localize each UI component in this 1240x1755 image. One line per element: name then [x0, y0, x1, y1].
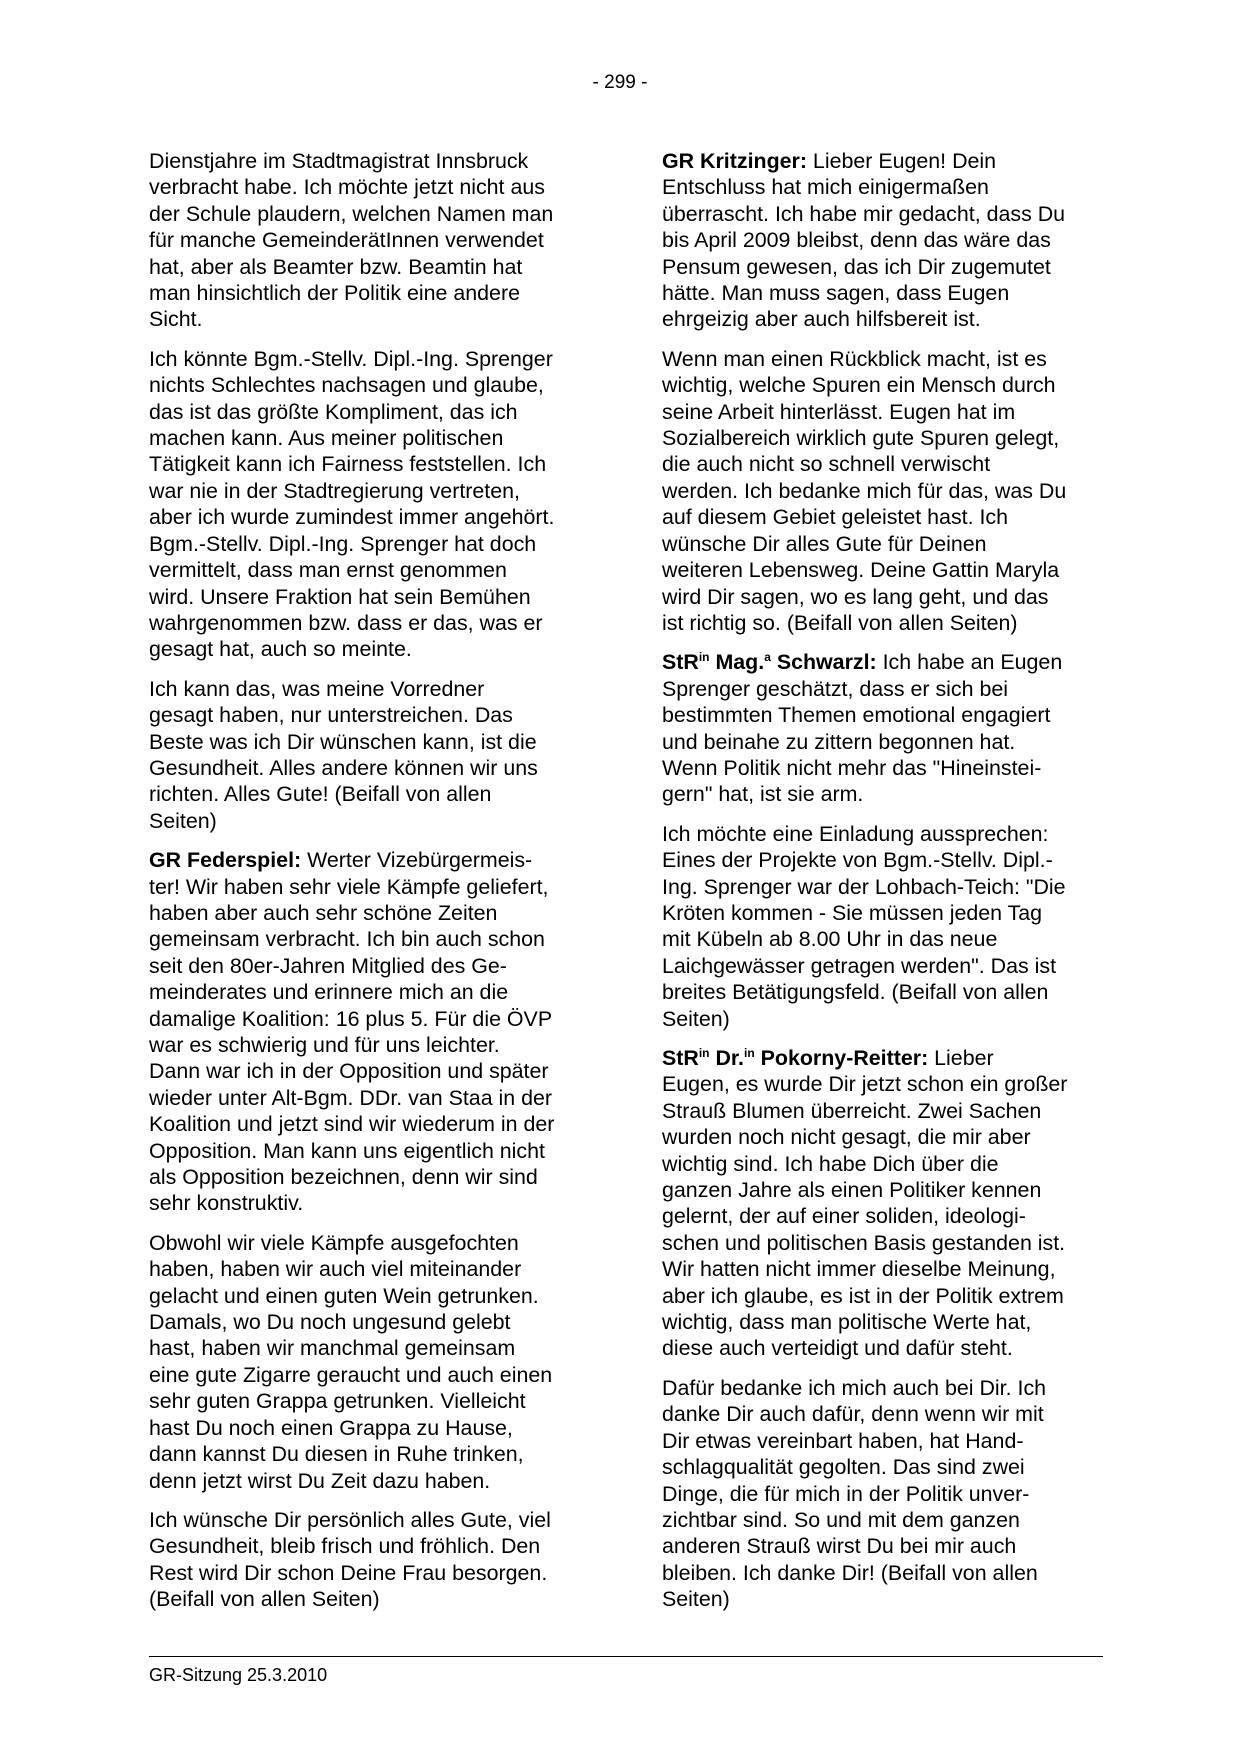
speaker-title: StR	[662, 1046, 699, 1070]
speaker-surname: Schwarzl:	[770, 650, 877, 675]
speaker-name: GR Kritzinger:	[662, 149, 807, 173]
speech-kritzinger	[662, 148, 1102, 333]
speaker-name	[662, 650, 877, 674]
right-column	[662, 148, 1102, 1626]
speech-federspiel	[149, 847, 589, 1217]
superscript: in	[698, 1045, 710, 1060]
speech-text: Lieber Eugen, es wurde Dir jetzt schon ein großer Strauß Blumen überreicht. Zwei Sachen wurden noch nicht gesagt, die mir aber wichtig sind. Ich habe Dich über die ganzen Jahre als einen Politiker kennen gelernt, der auf einer soliden, ideologi- schen und politischen Basis gestanden ist. Wir hatten nicht immer dieselbe Meinung, aber ich glaube, es ist in der Politik extrem wichtig, dass man politische Werte hat, diese auch verteidigt und dafür steht.	[662, 1046, 1068, 1361]
speaker-title: Dr.	[709, 1046, 744, 1070]
paragraph: Wenn man einen Rückblick macht, ist es wichtig, welche Spuren ein Mensch durch seine Arbeit hinterlässt. Eugen hat im Sozialbereich wirklich gute Spuren gelegt, die auch nicht so schnell verwischt werden. Ich bedanke mich für das, was Du auf diesem Gebiet geleistet hast. Ich wünsche Dir alles Gute für Deinen weiteren Lebensweg. Deine Gattin Maryla wird Dir sagen, wo es lang geht, und das ist richtig so. (Beifall von allen Seiten)	[662, 346, 1067, 635]
speech-schwarzl	[662, 649, 1102, 807]
speaker-name: GR Federspiel:	[149, 848, 302, 873]
speech-text: Lieber Eugen! Dein Entschluss hat mich einigermaßen überrascht. Ich habe mir gedacht, dass Du bis April 2009 bleibst, denn das wäre das Pensum gewesen, das ich Dir zugemutet hätte. Man muss sagen, dass Eugen ehrgeizig aber auch hilfsbereit ist.	[662, 149, 1066, 332]
paragraph: Obwohl wir viele Kämpfe ausgefochten haben, haben wir auch viel miteinander gelacht und einen guten Wein getrunken. Damals, wo Du noch ungesund gelebt hast, haben wir manchmal gemeinsam eine gute Zigarre geraucht und auch einen sehr guten Grappa getrunken. Vielleicht hast Du noch einen Grappa zu Hause, dann kannst Du diesen in Ruhe trinken, denn jetzt wirst Du Zeit dazu haben.	[149, 1230, 553, 1493]
speaker-name	[662, 1046, 928, 1070]
superscript: in	[698, 650, 710, 665]
footer-text: GR-Sitzung 25.3.2010	[149, 1665, 328, 1685]
superscript: a	[764, 650, 771, 665]
footer-divider	[149, 1656, 1103, 1657]
speaker-title: StR	[662, 650, 699, 675]
paragraph: Ich wünsche Dir persönlich alles Gute, viel Gesundheit, bleib frisch und fröhlich. Den Rest wird Dir schon Deine Frau besorgen. (Beifall von allen Seiten)	[149, 1507, 551, 1612]
page-number: - 299 -	[592, 72, 648, 93]
speaker-title: Mag.	[709, 650, 765, 675]
paragraph: Dafür bedanke ich mich auch bei Dir. Ich danke Dir auch dafür, denn wenn wir mit Dir etwas vereinbart haben, hat Hand- schlagqualität gegolten. Das sind zwei Dinge, die für mich in der Politik unver- zichtbar sind. So und mit dem ganzen anderen Strauß wirst Du bei mir auch bleiben. Ich danke Dir! (Beifall von allen Seiten)	[662, 1375, 1047, 1612]
paragraph: Dienstjahre im Stadtmagistrat Innsbruck verbracht habe. Ich möchte jetzt nicht aus der Schule plaudern, welchen Namen man für manche GemeinderätInnen verwendet hat, aber als Beamter bzw. Beamtin hat man hinsichtlich der Politik eine andere Sicht.	[149, 149, 554, 332]
speech-pokorny-reitter	[662, 1045, 1102, 1362]
left-column	[149, 148, 589, 1626]
superscript: in	[744, 1045, 755, 1060]
speech-text: Werter Vizebürgermeis- ter! Wir haben sehr viele Kämpfe geliefert, haben aber auch sehr schöne Zeiten gemeinsam verbracht. Ich bin auch schon seit den 80er-Jahren Mitglied des Ge- meinderates und erinnere mich an die damalige Koalition: 16 plus 5. Für die ÖVP war es schwierig und für uns leichter. Dann war ich in der Opposition und später wieder unter Alt-Bgm. DDr. van Staa in der Koalition und jetzt sind wir wiederum in der Opposition. Man kann uns eigentlich nicht als Opposition bezeichnen, denn wir sind sehr konstruktiv.	[149, 848, 555, 1216]
paragraph: Ich könnte Bgm.-Stellv. Dipl.-Ing. Sprenger nichts Schlechtes nachsagen und glaube, das ist das größte Kompliment, das ich machen kann. Aus meiner politischen Tätigkeit kann ich Fairness feststellen. Ich war nie in der Stadtregierung vertreten, aber ich wurde zumindest immer angehört. Bgm.-Stellv. Dipl.-Ing. Sprenger hat doch vermittelt, dass man ernst genommen wird. Unsere Fraktion hat sein Bemühen wahrgenommen bzw. dass er das, was er gesagt hat, auch so meinte.	[149, 346, 555, 662]
speech-text: Ich habe an Eugen Sprenger geschätzt, dass er sich bei bestimmten Themen emotional engagiert und beinahe zu zittern begonnen hat. Wenn Politik nicht mehr das "Hineinstei- gern" hat, ist sie arm.	[662, 650, 1063, 807]
paragraph: Ich kann das, was meine Vorredner gesagt haben, nur unterstreichen. Das Beste was ich Dir wünschen kann, ist die Gesundheit. Alles andere können wir uns richten. Alles Gute! (Beifall von allen Seiten)	[149, 676, 538, 833]
speaker-surname: Pokorny-Reitter:	[754, 1046, 929, 1070]
paragraph: Ich möchte eine Einladung aussprechen: Eines der Projekte von Bgm.-Stellv. Dipl.- Ing. Sprenger war der Lohbach-Teich: "Die Kröten kommen - Sie müssen jeden Tag mit Kübeln ab 8.00 Uhr in das neue Laichgewässer getragen werden". Das ist breites Betätigungsfeld. (Beifall von allen Seiten)	[662, 821, 1066, 1031]
